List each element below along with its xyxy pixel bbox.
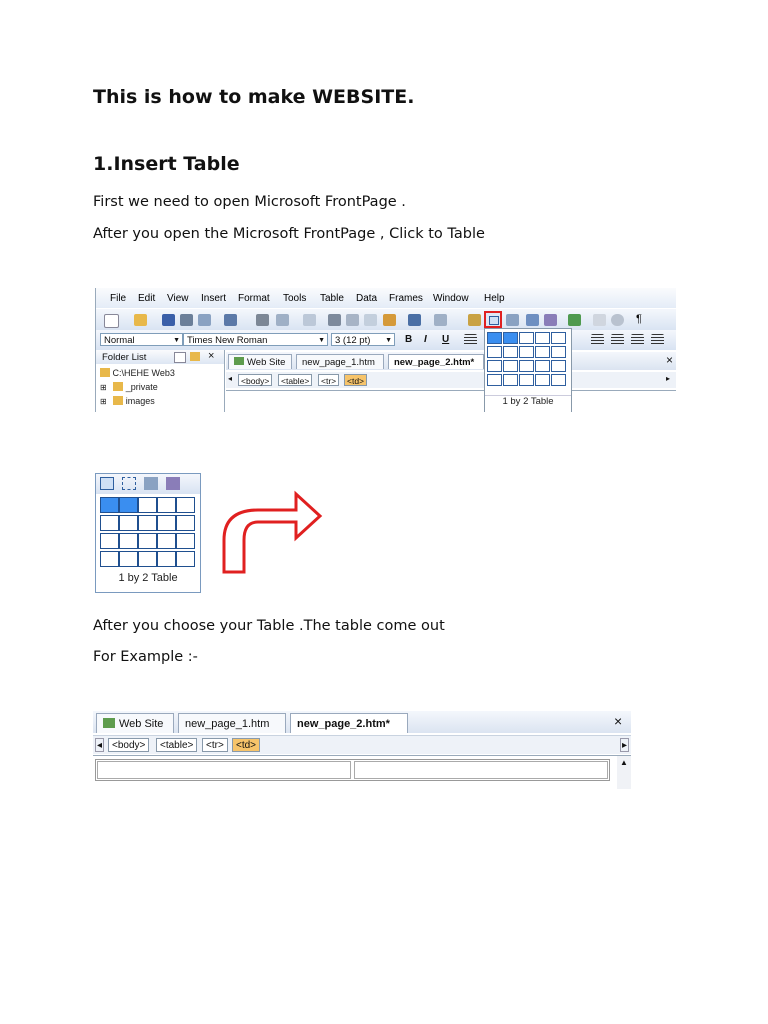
tag-table[interactable]: <table> [156,738,197,752]
menu-window[interactable]: Window [433,293,469,304]
preview-icon[interactable] [276,314,289,326]
italic-button[interactable]: I [424,334,427,345]
zoomed-table-grid [95,473,201,593]
menu-bar [96,288,676,308]
close-icon[interactable]: × [614,713,623,729]
zoomed-toolbar [96,474,200,494]
folder-label: C:\HEHE Web3 [112,368,175,378]
folder-list-label: Folder List [102,352,147,363]
example-screenshot [93,711,631,789]
grid-cell[interactable] [535,374,550,386]
scroll-left-icon[interactable]: ◂ [228,374,233,383]
web-site-icon [103,718,115,728]
table-cell[interactable] [354,761,608,779]
frontpage-screenshot [95,288,676,412]
menu-frames[interactable]: Frames [389,293,423,304]
folder-label: images [125,396,155,406]
tag-tr[interactable]: <tr> [318,374,339,386]
folder-icon [100,368,110,377]
layer-icon[interactable] [506,314,519,326]
web-site-icon [234,357,244,365]
section-title: 1.Insert Table [93,153,240,175]
tag-body[interactable]: <body> [238,374,272,386]
new-page-icon[interactable] [104,314,119,328]
editor-area[interactable] [226,390,676,412]
numbering-icon[interactable] [591,334,604,346]
tab-label: new_page_2.htm* [297,718,390,730]
insert-table-grid-dropdown [484,328,572,412]
chevron-down-icon: ▼ [385,337,392,344]
quick-tag-bar [93,735,631,754]
align-left-icon[interactable] [464,334,477,346]
tag-table[interactable]: <table> [278,374,312,386]
tab-new-page-1[interactable] [178,713,286,733]
grid-cell[interactable] [535,346,550,358]
close-icon[interactable]: × [208,350,215,362]
grid-cell[interactable] [519,346,534,358]
decrease-indent-icon[interactable] [631,334,644,346]
menu-edit[interactable]: Edit [138,293,156,304]
grid-cell[interactable] [100,533,119,549]
folder-list-pane [96,350,225,412]
document-tabs [93,711,631,733]
inserted-table [95,759,610,781]
grid-cell[interactable] [100,551,119,567]
grid-cell[interactable] [487,332,502,344]
grid-cell[interactable] [138,533,157,549]
menu-insert[interactable]: Insert [201,293,227,304]
menu-tools[interactable]: Tools [283,293,307,304]
refresh-icon[interactable] [611,314,624,326]
grid-size-caption: 1 by 2 Table [485,395,571,407]
grid-cell[interactable] [157,551,176,567]
hyperlink-icon[interactable] [568,314,581,326]
font-select[interactable] [183,333,328,346]
chevron-down-icon: ▼ [173,337,180,344]
show-all-icon[interactable]: ¶ [636,313,642,325]
grid-cell[interactable] [487,346,502,358]
toggle-pane-icon[interactable] [224,314,237,326]
tag-body[interactable]: <body> [108,738,149,752]
folder-label: _private [125,382,158,392]
scroll-right-icon[interactable]: ▸ [666,374,671,383]
paragraph-click-table: After you open the Microsoft FrontPage , Click to Table [93,226,485,242]
grid-cell[interactable] [176,497,195,513]
grid-cell[interactable] [519,374,534,386]
increase-indent-icon[interactable] [651,334,664,346]
vertical-scrollbar[interactable] [617,756,631,789]
style-select-value: Normal [104,335,135,346]
bullets-icon[interactable] [611,334,624,346]
grid-cell[interactable] [535,360,550,372]
bold-button[interactable]: B [405,334,413,345]
table-cell[interactable] [97,761,351,779]
tab-label: new_page_1.htm [302,357,375,368]
web-component-icon[interactable] [468,314,481,326]
menu-help[interactable]: Help [484,293,505,304]
publish-icon[interactable] [198,314,211,326]
paste-icon[interactable] [364,314,377,326]
underline-button[interactable]: U [442,334,450,345]
insert-table-button[interactable] [484,311,502,328]
paragraph-open-frontpage: First we need to open Microsoft FrontPage . [93,194,406,210]
grid-cell[interactable] [157,497,176,513]
grid-cell[interactable] [138,515,157,531]
grid-cell[interactable] [551,374,566,386]
scroll-right-icon[interactable]: ▸ [622,740,628,751]
grid-cell[interactable] [503,360,518,372]
scroll-left-icon[interactable]: ◂ [97,740,103,751]
expand-icon[interactable]: ⊞ [100,397,107,406]
save-icon[interactable] [162,314,175,326]
table-icon [489,316,499,325]
grid-cell[interactable] [551,360,566,372]
spelling-icon[interactable] [303,314,316,326]
grid-cell[interactable] [551,346,566,358]
menu-table[interactable]: Table [320,293,344,304]
folder-item-images[interactable] [100,396,155,406]
grid-cell[interactable] [100,497,119,513]
grid-cell[interactable] [138,497,157,513]
grid-cell[interactable] [157,533,176,549]
grid-cell[interactable] [487,374,502,386]
grid-cell[interactable] [535,332,550,344]
folder-icon[interactable] [190,352,200,361]
tag-td[interactable]: <td> [344,374,367,386]
tab-new-page-1[interactable] [296,354,384,369]
folder-item-private[interactable] [100,382,158,392]
copy-icon[interactable] [346,314,359,326]
size-select[interactable] [331,333,395,346]
document-heading: This is how to make WEBSITE. [93,86,415,108]
tab-web-site[interactable] [96,713,174,733]
table-icon[interactable] [100,477,114,490]
tab-label: new_page_2.htm* [394,357,475,368]
grid-cell[interactable] [157,515,176,531]
grid-cell[interactable] [519,332,534,344]
tab-label: new_page_1.htm [185,718,270,730]
curved-arrow-icon [218,488,324,578]
close-icon[interactable]: × [666,353,674,367]
formatting-toolbar [96,330,676,350]
size-select-value: 3 (12 pt) [335,335,371,346]
font-select-value: Times New Roman [187,335,268,346]
style-select[interactable] [100,333,183,346]
grid-cell[interactable] [503,332,518,344]
grid-cell[interactable] [138,551,157,567]
folder-item-root[interactable] [100,368,175,378]
editor-area [93,755,631,789]
menu-view[interactable]: View [167,293,189,304]
drawing-icon[interactable] [166,477,180,490]
grid-cell[interactable] [176,515,195,531]
chevron-down-icon: ▼ [318,337,325,344]
grid-cell[interactable] [119,497,138,513]
folder-list-header [96,350,224,364]
menu-data[interactable]: Data [356,293,378,304]
tab-new-page-2[interactable] [290,713,408,733]
undo-icon[interactable] [408,314,421,326]
tab-new-page-2[interactable] [388,354,484,369]
grid-cell[interactable] [176,551,195,567]
redo-icon[interactable] [434,314,447,326]
tab-web-site[interactable] [228,354,292,369]
insert-picture-icon[interactable] [144,477,158,490]
format-painter-icon[interactable] [383,314,396,326]
print-icon[interactable] [256,314,269,326]
grid-cell[interactable] [100,515,119,531]
scroll-up-icon[interactable]: ▲ [620,758,628,767]
grid-cell[interactable] [119,533,138,549]
menu-format[interactable]: Format [238,293,270,304]
grid-cell[interactable] [176,533,195,549]
menu-file[interactable]: File [110,293,127,304]
standard-toolbar [96,308,676,331]
tab-label: Web Site [247,357,286,368]
grid-cell[interactable] [551,332,566,344]
new-folder-icon[interactable] [174,352,186,363]
tab-label: Web Site [119,718,164,730]
drawing-icon[interactable] [544,314,557,326]
cut-icon[interactable] [328,314,341,326]
grid-cell[interactable] [119,551,138,567]
grid-cell[interactable] [119,515,138,531]
insert-picture-icon[interactable] [526,314,539,326]
tag-tr[interactable]: <tr> [202,738,228,752]
grid-cell[interactable] [487,360,502,372]
search-icon[interactable] [180,314,193,326]
folder-icon [113,396,123,405]
open-folder-icon[interactable] [134,314,147,326]
folder-list-icon[interactable] [593,314,606,326]
layer-icon[interactable] [122,477,136,490]
folder-icon [113,382,123,391]
document-tabs [226,352,676,370]
quick-tag-bar [226,372,676,388]
grid-cell[interactable] [503,374,518,386]
grid-cell[interactable] [519,360,534,372]
paragraph-for-example: For Example :- [93,649,198,665]
grid-size-caption: 1 by 2 Table [118,572,178,584]
tag-td[interactable]: <td> [232,738,260,752]
grid-cell[interactable] [503,346,518,358]
expand-icon[interactable]: ⊞ [100,383,107,392]
paragraph-table-comes-out: After you choose your Table .The table come out [93,618,445,634]
